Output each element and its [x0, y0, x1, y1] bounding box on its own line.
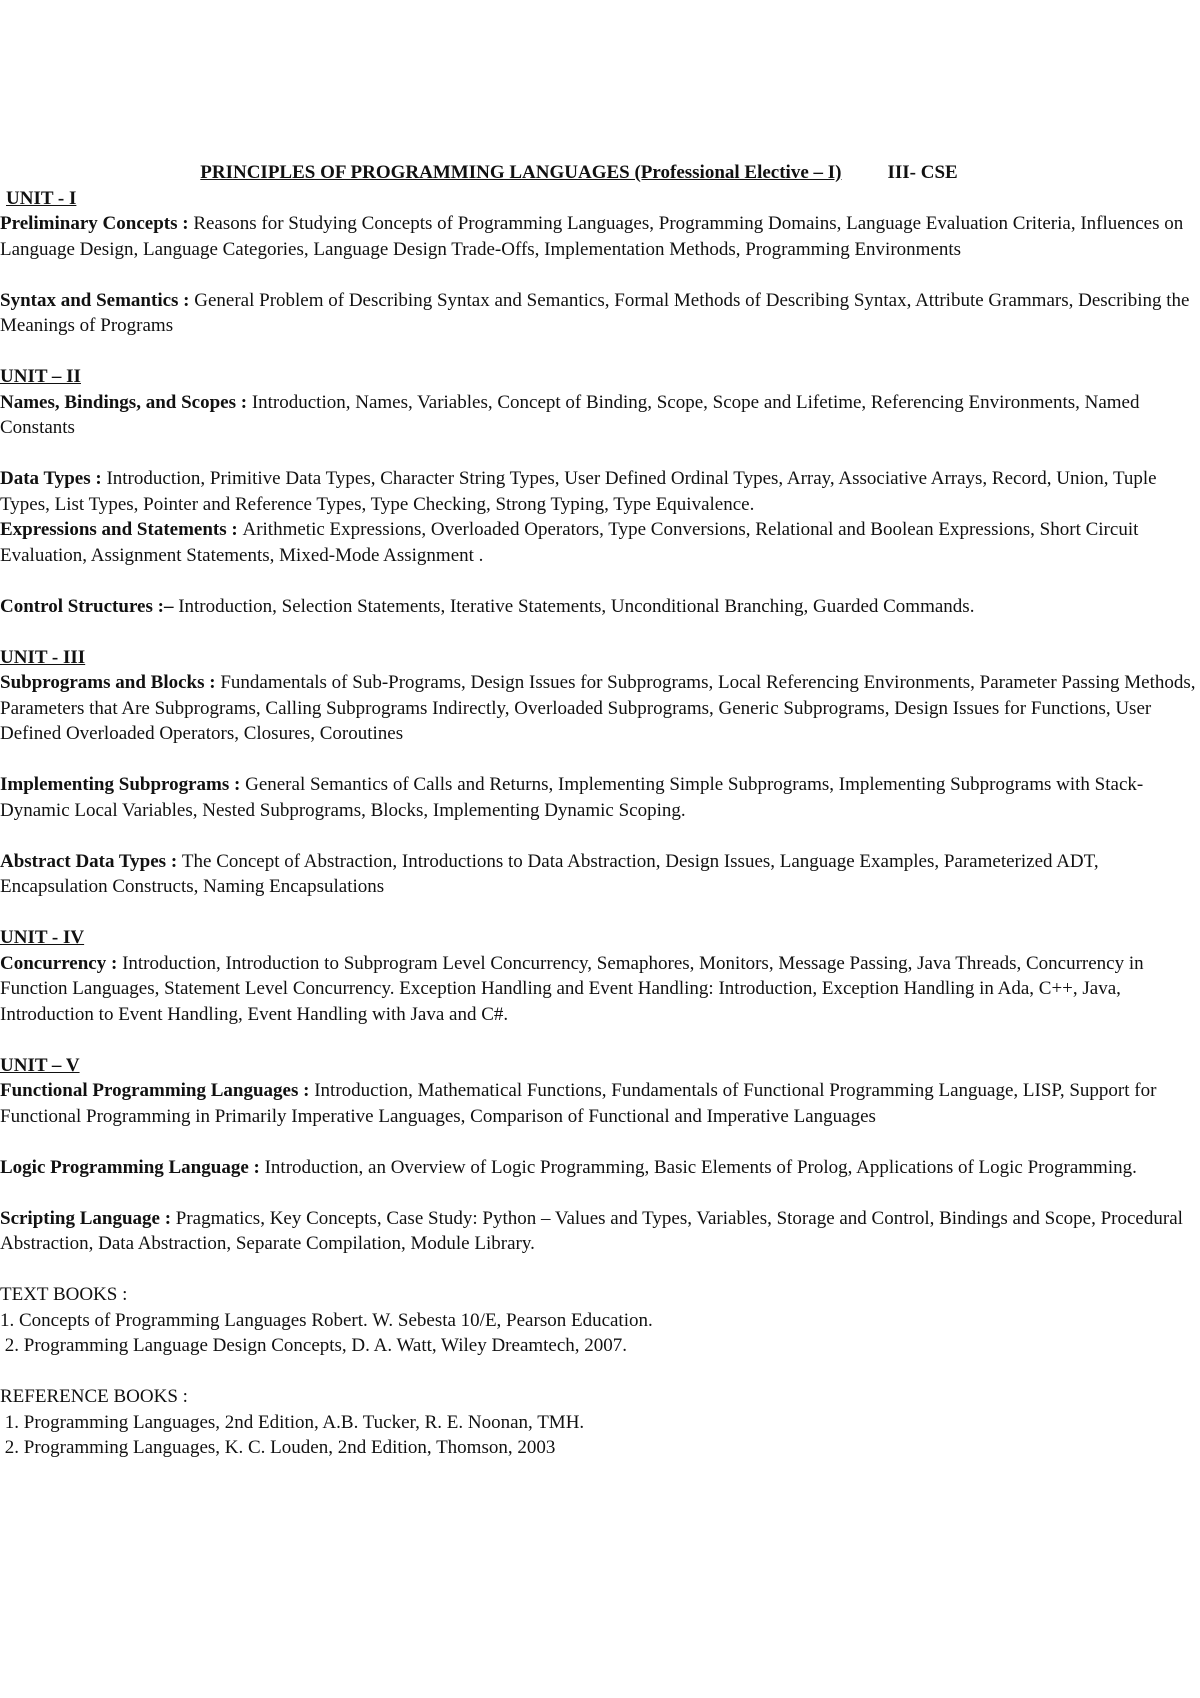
topic-lead: Logic Programming Language :: [0, 1156, 265, 1178]
topic-lead: Scripting Language :: [0, 1207, 176, 1229]
list-item: 2. Programming Languages, K. C. Louden, 2nd Edition, Thomson, 2003: [0, 1437, 556, 1458]
unit-1-heading: UNIT - I: [6, 187, 77, 209]
unit-5-heading: UNIT – V: [0, 1054, 80, 1076]
topic-text: Introduction, Mathematical Functions, Fundamentals of Functional Programming Language, LISP, Support for Functional Programming in Primarily Imperative Languages, Comparison of Functional and Imperative Languages: [0, 1080, 1157, 1127]
topic-lead: Implementing Subprograms :: [0, 774, 246, 795]
topic-lead: Subprograms and Blocks :: [0, 672, 221, 693]
unit-2-heading: UNIT – II: [0, 366, 81, 387]
topic-lead: Syntax and Semantics :: [0, 289, 195, 311]
topic-text: Reasons for Studying Concepts of Programming Languages, Programming Domains, Language Evaluation Criteria, Influences on Language Design, Language Categories, Language Design Trade-Offs, Implementation Methods, Programming Environments: [0, 213, 1184, 260]
topic-lead: Names, Bindings, and Scopes :: [0, 391, 252, 413]
topic-lead: Abstract Data Types :: [0, 850, 182, 872]
document-header: [0, 160, 1198, 186]
topic-text: The Concept of Abstraction, Introductions to Data Abstraction, Design Issues, Language Examples, Parameterized ADT, Encapsulation Constructs, Naming Encapsulations: [0, 850, 1099, 897]
spacer: [0, 900, 1198, 926]
spacer: [0, 747, 1198, 773]
topic-lead: Concurrency :: [0, 952, 123, 974]
topic-lead: Data Types :: [0, 468, 107, 489]
spacer: [0, 568, 1198, 594]
spacer: [0, 1359, 1198, 1385]
course-title: PRINCIPLES OF PROGRAMMING LANGUAGES (Professional Elective – I): [200, 162, 842, 183]
syllabus-page: [0, 160, 1198, 1461]
unit-3-topic-subprograms: [0, 670, 1198, 747]
list-item: 2. Programming Language Design Concepts, D. A. Watt, Wiley Dreamtech, 2007.: [0, 1335, 628, 1356]
spacer: [0, 823, 1198, 849]
unit-5-topic-logic: [0, 1155, 1198, 1181]
unit-2-topic-data-types: [0, 466, 1198, 517]
unit-3-heading: UNIT - III: [0, 646, 86, 668]
topic-lead: Expressions and Statements :: [0, 519, 243, 540]
reference-books-list: [0, 1410, 1198, 1461]
topic-text: General Problem of Describing Syntax and Semantics, Formal Methods of Describing Syntax, Attribute Grammars, Describing the Meanings of Programs: [0, 289, 1190, 336]
topic-text: Introduction, an Overview of Logic Programming, Basic Elements of Prolog, Applications of Logic Programming.: [264, 1156, 1137, 1178]
topic-text: Introduction, Primitive Data Types, Character String Types, User Defined Ordinal Types, Array, Associative Arrays, Record, Union, Tuple Types, List Types, Pointer and Reference Types, Type Checking, Strong Typing, Type Equivalence.: [0, 468, 1157, 515]
unit-1-topic-preliminary-concepts: [0, 211, 1198, 262]
unit-3-topic-abstract-data-types: [0, 849, 1198, 900]
text-books-heading: TEXT BOOKS :: [0, 1284, 128, 1305]
topic-text: Introduction, Selection Statements, Iterative Statements, Unconditional Branching, Guarded Commands.: [178, 595, 975, 617]
spacer: [0, 262, 1198, 288]
list-item: 1. Concepts of Programming Languages Robert. W. Sebesta 10/E, Pearson Education.: [0, 1309, 653, 1331]
spacer: [0, 619, 1198, 645]
spacer: [0, 339, 1198, 365]
text-books-list: [0, 1308, 1198, 1359]
unit-3-topic-implementing-subprograms: [0, 772, 1198, 823]
unit-4-topic-concurrency: [0, 951, 1198, 1028]
unit-1-topic-syntax-semantics: [0, 288, 1198, 339]
course-code: III- CSE: [887, 162, 958, 183]
topic-lead: Control Structures :–: [0, 595, 179, 617]
spacer: [0, 441, 1198, 467]
unit-5-topic-functional: [0, 1078, 1198, 1129]
topic-text: Fundamentals of Sub-Programs, Design Issues for Subprograms, Local Referencing Environments, Parameter Passing Methods, Parameters that Are Subprograms, Calling Subprograms Indirectly, Overloaded Subprograms, Generic Subprograms, Design Issues for Functions, User Defined Overloaded Operators, Closures, Coroutines: [0, 672, 1196, 744]
topic-lead: Preliminary Concepts :: [0, 213, 194, 234]
topic-text: Introduction, Introduction to Subprogram Level Concurrency, Semaphores, Monitors, Message Passing, Java Threads, Concurrency in Function Languages, Statement Level Concurrency. Exception Handling and Event Handling: Introduction, Exception Handling in Ada, C++, Java, Introduction to Event Handling, Event Handling with Java and C#.: [0, 952, 1144, 1025]
reference-books-heading: REFERENCE BOOKS :: [0, 1386, 188, 1407]
topic-text: Arithmetic Expressions, Overloaded Operators, Type Conversions, Relational and Boolean Expressions, Short Circuit Evaluation, Assignment Statements, Mixed-Mode Assignment .: [0, 519, 1139, 566]
unit-2-topic-names-bindings: [0, 390, 1198, 441]
topic-text: Pragmatics, Key Concepts, Case Study: Python – Values and Types, Variables, Storage and Control, Bindings and Scope, Procedural Abstraction, Data Abstraction, Separate Compilation, Module Library.: [0, 1207, 1183, 1254]
topic-text: General Semantics of Calls and Returns, Implementing Simple Subprograms, Implementing Subprograms with Stack-Dynamic Local Variables, Nested Subprograms, Blocks, Implementing Dynamic Scoping.: [0, 774, 1144, 821]
spacer: [0, 1257, 1198, 1283]
unit-4-heading: UNIT - IV: [0, 927, 85, 948]
spacer: [0, 1129, 1198, 1155]
topic-lead: Functional Programming Languages :: [0, 1080, 315, 1101]
topic-text: Introduction, Names, Variables, Concept of Binding, Scope, Scope and Lifetime, Referencing Environments, Named Constants: [0, 391, 1140, 438]
spacer: [0, 1180, 1198, 1206]
list-item: 1. Programming Languages, 2nd Edition, A.B. Tucker, R. E. Noonan, TMH.: [0, 1411, 585, 1433]
unit-2-topic-control-structures: [0, 594, 1198, 620]
unit-5-topic-scripting: [0, 1206, 1198, 1257]
spacer: [0, 1027, 1198, 1053]
unit-2-topic-expressions: [0, 517, 1198, 568]
